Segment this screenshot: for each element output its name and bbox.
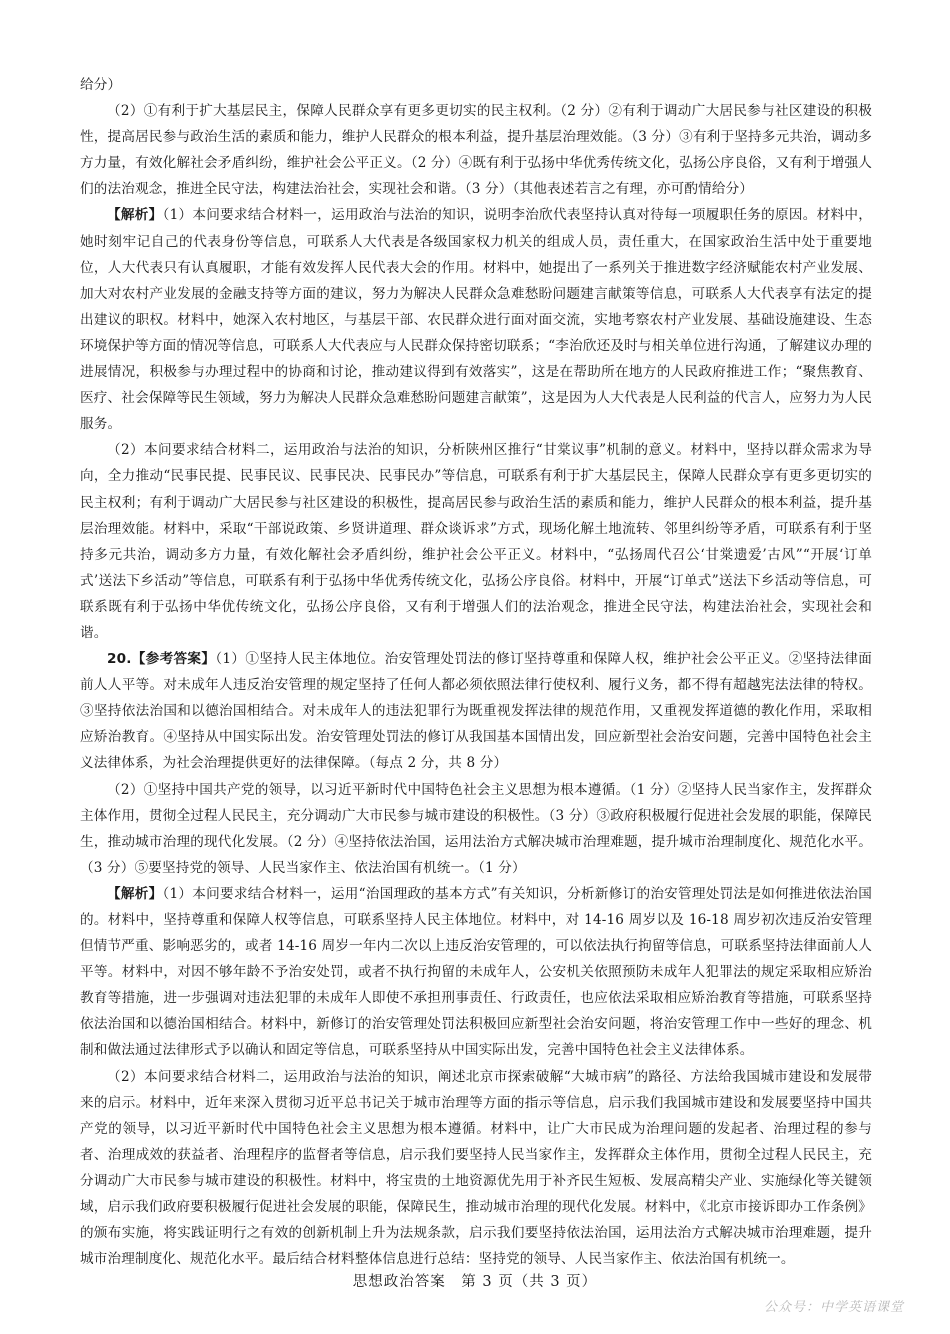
paragraph-text: （1）①坚持人民主体地位。治安管理处罚法的修订坚持尊重和保障人权，维护社会公平正义。②坚持法律面前人人平等。对未成年人违反治安管理的规定坚持了任何人都必须依照法律行使权利、履行义务，都不得有超越宪法法律的特权。③坚持依法治国和以德治国相结合。对未成年人的违法犯罪行为既重视发挥法律的规范作用，又重视发挥道德的教化作用，采取相应矫治教育。④坚持从中国实际出发。治安管理处罚法的修订从我国基本国情出发，回应新型社会治安问题，完善中国特色社会主义法律体系，为社会治理提供更好的法律保障。（每点 2 分，共 8 分）: [80, 651, 872, 772]
paragraph-2: [80, 202, 872, 437]
reference-answer-tag: 20.【参考答案】: [107, 651, 216, 668]
paragraph-text: （2）本问要求结合材料二，运用政治与法治的知识，分析陕州区推行“甘棠议事”机制的意义。材料中，坚持以群众需求为导向，全力推动“民事民提、民事民议、民事民决、民事民办”等信息，可联系有利于扩大基层民主，保障人民群众享有更多更切实的民主权利；有利于调动广大居民参与社区建设的积极性，提高居民参与政治生活的素质和能力，维护人民群众的根本利益，提升基层治理效能。材料中，采取“干部说政策、乡贤讲道理、群众谈诉求”方式，现场化解土地流转、邻里纠纷等矛盾，可联系有利于坚持多元共治，调动多方力量，有效化解社会矛盾纠纷，维护社会公平正义。材料中，“弘扬周代召公‘甘棠遗爱’古风”“开展‘订单式’送法下乡活动”等信息，可联系有利于弘扬中华优秀传统文化，弘扬公序良俗。材料中，开展“订单式”送法下乡活动等信息，可联系既有利于弘扬中华优传统文化，弘扬公序良俗，又有利于增强人们的法治观念，推进全民守法，构建法治社会，实现社会和谐。: [80, 442, 872, 641]
paragraph-4: [80, 646, 872, 776]
paragraph-text: （1）本问要求结合材料一，运用“治国理政的基本方式”有关知识，分析新修订的治安管理处罚法是如何推进依法治国的。材料中，坚持尊重和保障人权等信息，可联系坚持人民主体地位。材料中，对 14-16 周岁以及 16-18 周岁初次违反治安管理但情节严重、影响恶劣的，或者 14-16 周岁一年内二次以上违反治安管理的，可以依法执行拘留等信息，可联系坚持法律面前人人平等。材料中，对因不够年龄不予治安处罚，或者不执行拘留的未成年人，公安机关依照预防未成年人犯罪法的规定采取相应矫治教育等措施，进一步强调对违法犯罪的未成年人即使不承担刑事责任、行政责任，也应依法采取相应矫治教育等措施，可联系坚持依法治国和以德治国相结合。材料中，新修订的治安管理处罚法积极回应新型社会治安问题，将治安管理工作中一些好的理念、机制和做法通过法律形式予以确认和固定等信息，可联系坚持从中国实际出发，完善中国特色社会主义法律体系。: [80, 885, 872, 1059]
paragraph-text: （2）①坚持中国共产党的领导，以习近平新时代中国特色社会主义思想为根本遵循。（1 分）②坚持人民当家作主，发挥群众主体作用，贯彻全过程人民民主，充分调动广大市民参与城市建设的积极性。（3 分）③政府积极履行促进社会发展的职能，保障民生，推动城市治理的现代化发展。（2 分）④坚持依法治国，运用法治方式解决城市治理难题，提升城市治理制度化、规范化水平。（3 分）⑤要坚持党的领导、人民当家作主、依法治国有机统一。（1 分）: [80, 781, 872, 876]
paragraph-text: （2）本问要求结合材料二，运用政治与法治的知识，阐述北京市探索破解“大城市病”的路径、方法给我国城市建设和发展带来的启示。材料中，近年来深入贯彻习近平总书记关于城市治理等方面的指示等信息，启示我们我国城市建设和发展要坚持中国共产党的领导，以习近平新时代中国特色社会主义思想为根本遵循。材料中，让广大市民成为治理问题的发起者、治理过程的参与者、治理成效的获益者、治理程序的监督者等信息，启示我们要坚持人民当家作主，发挥群众主体作用，贯彻全过程人民民主，充分调动广大市民参与城市建设的积极性。材料中，将宝贵的土地资源优先用于补齐民生短板、发展高精尖产业、实施绿化等关键领域，启示我们政府要积极履行促进社会发展的职能，保障民生，推动城市治理的现代化发展。材料中，《北京市接诉即办工作条例》的颁布实施，将实践证明行之有效的创新机制上升为法规条款，启示我们要坚持依法治国，运用法治方式解决城市治理难题，提升城市治理制度化、规范化水平。最后结合材料整体信息进行总结：坚持党的领导、人民当家作主、依法治国有机统一。: [80, 1068, 872, 1268]
paragraph-5: [80, 777, 872, 881]
paragraph-7: [80, 1064, 872, 1273]
paragraph-6: [80, 881, 872, 1064]
answer-document: [80, 72, 872, 1272]
paragraph-text: （1）本问要求结合材料一，运用政治与法治的知识，说明李治欣代表坚持认真对待每一项履职任务的原因。材料中，她时刻牢记自己的代表身份等信息，可联系人大代表是各级国家权力机关的组成人员，责任重大，在国家政治生活中处于重要地位，人大代表只有认真履职，才能有效发挥人民代表大会的作用。材料中，她提出了一系列关于推进数字经济赋能农村产业发展、加大对农村产业发展的金融支持等方面的建议，努力为解决人民群众急难愁盼问题建言献策等信息，可联系人大代表享有法定的提出建议的职权。材料中，她深入农村地区，与基层干部、农民群众进行面对面交流，实地考察农村产业发展、基础设施建设、生态环境保护等方面的情况等信息，可联系人大代表应与人民群众保持密切联系；“李治欣还及时与相关单位进行沟通，了解建议办理的进展情况，积极参与办理过程中的协商和讨论，推动建议得到有效落实”，这是在帮助所在地方的人民政府推进工作；“聚焦教育、医疗、社会保障等民生领域，努力为解决人民群众急难愁盼问题建言献策”，这是因为人大代表是人民利益的代言人，应努力为人民服务。: [80, 207, 872, 433]
analysis-tag: 【解析】: [107, 885, 163, 902]
watermark: 公众号：中学英语课堂: [763, 1300, 904, 1315]
paragraph-text: 给分）: [80, 77, 122, 93]
paragraph-text: （2）①有利于扩大基层民主，保障人民群众享有更多更切实的民主权利。（2 分）②有利于调动广大居民参与社区建设的积极性，提高居民参与政治生活的素质和能力，维护人民群众的根本利益，提升基层治理效能。（3 分）③有利于坚持多元共治，调动多方力量，有效化解社会矛盾纠纷，维护社会公平正义。（2 分）④既有利于弘扬中华优秀传统文化，弘扬公序良俗，又有利于增强人们的法治观念，推进全民守法，构建法治社会，实现社会和谐。（3 分）（其他表述若言之有理，亦可酌情给分）: [80, 103, 872, 198]
analysis-tag: 【解析】: [107, 207, 163, 224]
page-footer: 思想政治答案 第 3 页（共 3 页）: [352, 1274, 598, 1290]
paragraph-3: [80, 437, 872, 646]
paragraph-0: [80, 72, 872, 98]
paragraph-1: [80, 98, 872, 202]
